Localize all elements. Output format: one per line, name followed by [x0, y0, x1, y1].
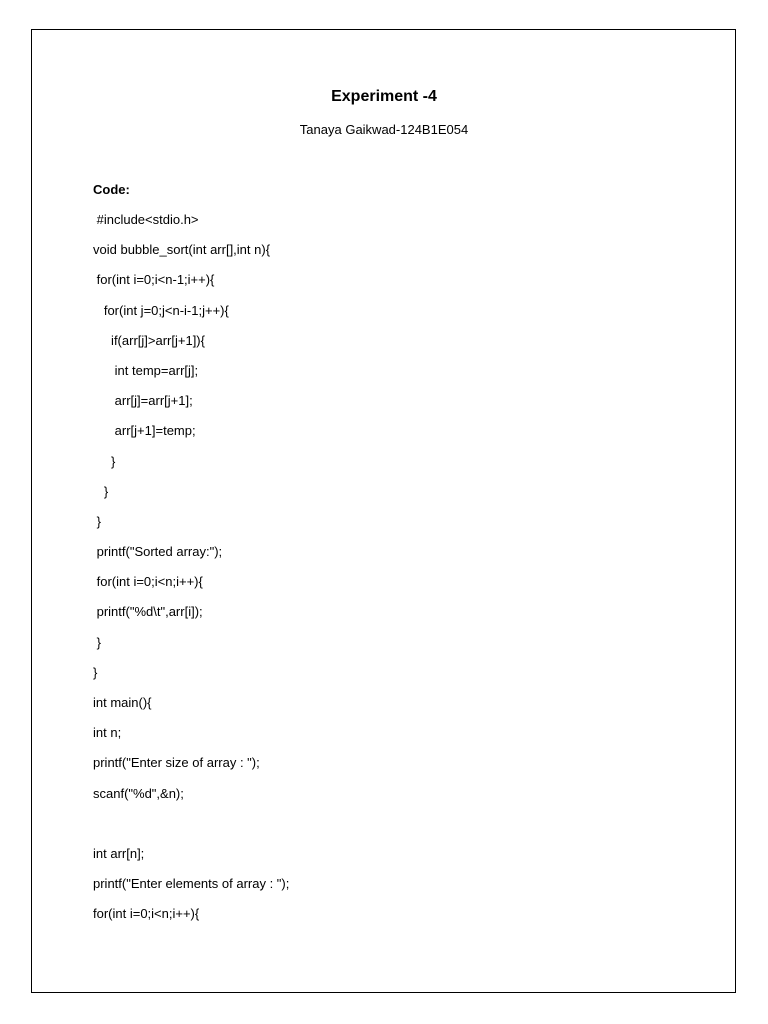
code-block [93, 210, 289, 935]
code-line: } [93, 664, 98, 680]
code-line: printf("Sorted array:"); [93, 544, 223, 560]
code-line: scanf("%d",&n); [93, 785, 184, 801]
code-line: int temp=arr[j]; [93, 362, 199, 378]
code-line: for(int i=0;i<n;i++){ [93, 906, 200, 922]
code-line: int main(){ [93, 695, 152, 710]
code-label: Code: [93, 182, 130, 197]
code-line: printf("%d\t",arr[i]); [93, 604, 203, 620]
code-line: void bubble_sort(int arr[],int n){ [93, 242, 271, 258]
code-line: #include<stdio.h> [93, 212, 199, 227]
code-line: int n; [93, 725, 122, 741]
code-line: arr[j]=arr[j+1]; [93, 393, 193, 409]
code-line: for(int j=0;j<n-i-1;j++){ [93, 302, 229, 318]
code-line: } [93, 453, 116, 469]
code-line: } [93, 483, 109, 499]
author-line: Tanaya Gaikwad-124B1E054 [299, 122, 469, 137]
code-line: printf("Enter elements of array : "); [93, 876, 290, 892]
code-line [93, 814, 289, 844]
code-line: int arr[n]; [93, 845, 145, 861]
document-title: Experiment -4 [331, 88, 437, 105]
code-line: for(int i=0;i<n-1;i++){ [93, 272, 215, 288]
code-line: printf("Enter size of array : "); [93, 755, 260, 771]
code-line: } [93, 634, 101, 650]
code-line: arr[j+1]=temp; [93, 423, 196, 439]
code-line: } [93, 513, 101, 529]
code-line: if(arr[j]>arr[j+1]){ [93, 332, 205, 348]
code-line: for(int i=0;i<n;i++){ [93, 574, 203, 590]
